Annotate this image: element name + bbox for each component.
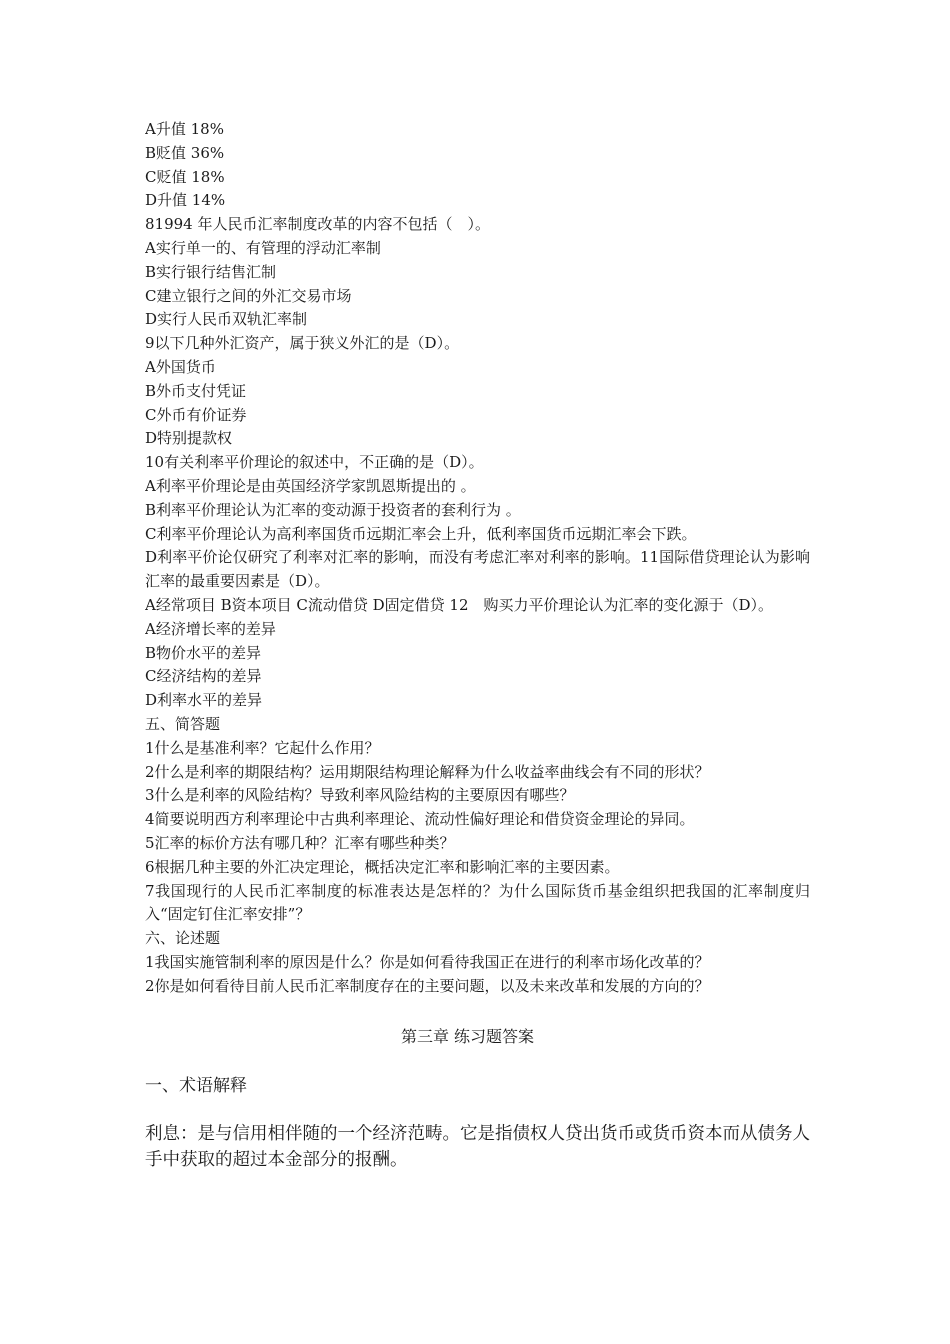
question-item: 2你是如何看待目前人民币汇率制度存在的主要问题，以及未来改革和发展的方向的？ (145, 976, 710, 995)
section-title: 六、论述题 (145, 929, 221, 948)
text-line: D特别提款权 (145, 429, 233, 448)
question-item: 2什么是利率的期限结构？运用期限结构理论解释为什么收益率曲线会有不同的形状？ (145, 762, 710, 781)
text-line: A经济增长率的差异 (145, 619, 276, 638)
text-line: A升值 18% (145, 120, 224, 138)
text-line-wrapped: A经常项目 B资本项目 C流动借贷 D固定借贷 12 购买力平价理论认为汇率的变化源于（D）。 (145, 595, 774, 614)
text-line: B实行银行结售汇制 (145, 262, 277, 281)
text-line: C利率平价理论认为高利率国货币远期汇率会上升，低利率国货币远期汇率会下跌。 (145, 524, 697, 543)
question-item: 6根据几种主要的外汇决定理论，概括决定汇率和影响汇率的主要因素。 (145, 857, 620, 876)
text-line: 81994 年人民币汇率制度改革的内容不包括（ ）。 (145, 215, 490, 234)
text-line: B物价水平的差异 (145, 643, 262, 662)
text-line-wrapped: D利率平价论仅研究了利率对汇率的影响，而没有考虑汇率对利率的影响。11国际借贷理论认为影响汇率的最重要因素是（D）。 (145, 548, 810, 591)
text-line: D利率水平的差异 (145, 691, 263, 710)
question-item: 1什么是基准利率？它起什么作用？ (145, 738, 380, 757)
text-line: A利率平价理论是由英国经济学家凯恩斯提出的 。 (145, 476, 476, 495)
text-line: 9以下几种外汇资产，属于狭义外汇的是（D）。 (145, 334, 460, 353)
short-answer-section (145, 713, 810, 927)
question-block (145, 118, 810, 713)
chapter-heading: 第三章 练习题答案 (400, 1027, 535, 1047)
question-item: 1我国实施管制利率的原因是什么？你是如何看待我国正在进行的利率市场化改革的？ (145, 952, 710, 971)
question-item: 7我国现行的人民币汇率制度的标准表达是怎样的？为什么国际货币基金组织把我国的汇率制度归入“固定钉住汇率安排”？ (145, 881, 810, 924)
text-line: B外币支付凭证 (145, 381, 247, 400)
text-line: D实行人民币双轨汇率制 (145, 310, 308, 329)
question-item: 5汇率的标价方法有哪几种？汇率有哪些种类？ (145, 833, 455, 852)
section-title: 五、简答题 (145, 714, 221, 733)
text-line: C外币有价证券 (145, 405, 247, 424)
text-line: A外国货币 (145, 357, 216, 376)
text-line: 10有关利率平价理论的叙述中，不正确的是（D）。 (145, 453, 484, 472)
text-line: C经济结构的差异 (145, 667, 262, 686)
question-item: 3什么是利率的风险结构？导致利率风险结构的主要原因有哪些？ (145, 786, 575, 805)
text-line: C建立银行之间的外汇交易市场 (145, 286, 352, 305)
text-line: A实行单一的、有管理的浮动汇率制 (145, 238, 381, 257)
text-line: B利率平价理论认为汇率的变动源于投资者的套利行为 。 (145, 500, 521, 519)
sub-heading: 一、术语解释 (145, 1076, 247, 1097)
text-line: B贬值 36% (145, 143, 225, 162)
text-line: D升值 14% (145, 191, 226, 210)
document-page (145, 118, 810, 1173)
essay-section (145, 927, 810, 998)
answer-paragraph: 利息：是与信用相伴随的一个经济范畴。它是指债权人贷出货币或货币资本而从债务人手中获取的超过本金部分的报酬。 (145, 1124, 810, 1171)
text-line: C贬值 18% (145, 167, 225, 186)
question-item: 4简要说明西方利率理论中古典利率理论、流动性偏好理论和借贷资金理论的异同。 (145, 810, 695, 829)
